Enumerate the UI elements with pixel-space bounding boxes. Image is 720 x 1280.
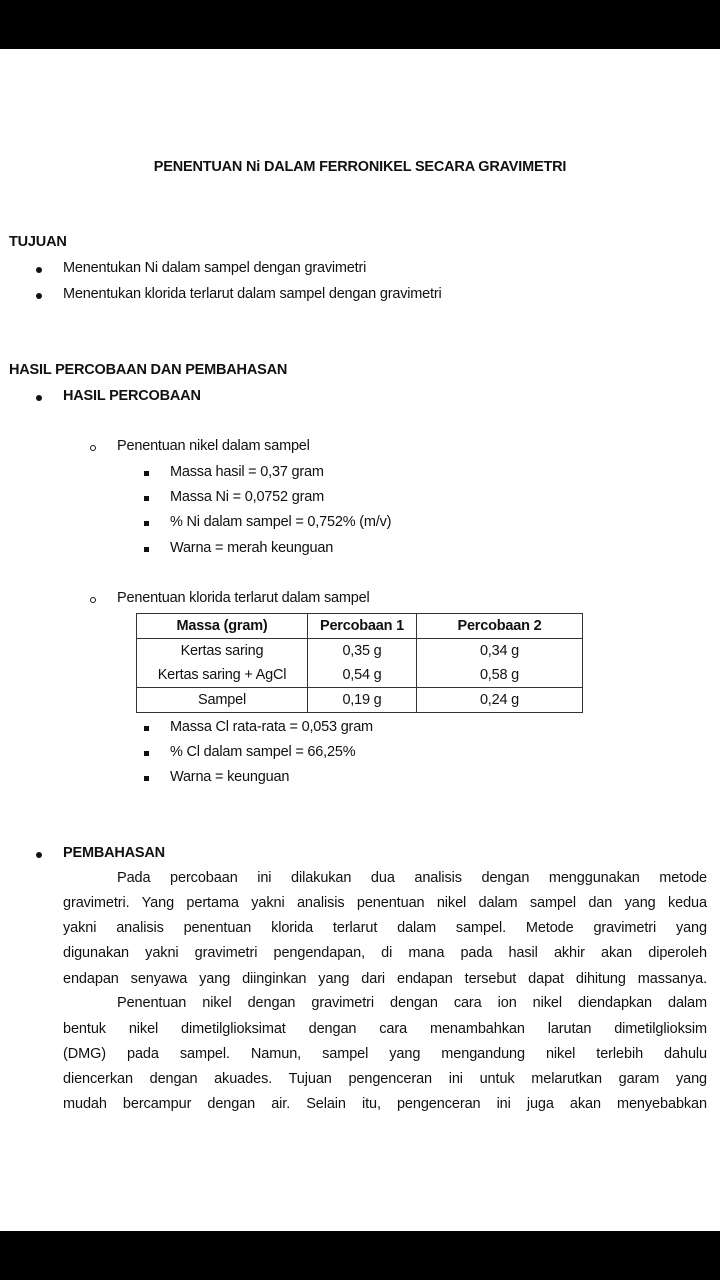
klorida-item: Massa Cl rata-rata = 0,053 gram	[170, 719, 373, 735]
circle-bullet-icon	[90, 445, 96, 451]
bullet-icon	[36, 293, 42, 299]
square-bullet-icon	[144, 547, 149, 552]
paragraph-line: digunakan yakni gravimetri pengendapan, di mana pada hasil akhir akan diperoleh	[63, 945, 707, 961]
table-cell: Kertas saring	[137, 639, 308, 664]
table-cell: 0,35 g	[308, 639, 417, 664]
circle-bullet-icon	[90, 597, 96, 603]
table-row	[137, 663, 583, 688]
nikel-item: Warna = merah keunguan	[170, 540, 334, 556]
hasil-pembahasan-heading: HASIL PERCOBAAN DAN PEMBAHASAN	[9, 362, 288, 378]
table-row	[137, 688, 583, 713]
document-page	[0, 49, 720, 1231]
tujuan-heading: TUJUAN	[9, 234, 67, 250]
table-cell: Kertas saring + AgCl	[137, 663, 308, 688]
table-cell: Sampel	[137, 688, 308, 713]
paragraph-line: gravimetri. Yang pertama yakni analisis penentuan nikel dalam sampel dan yang kedua	[63, 895, 707, 911]
pembahasan-heading: PEMBAHASAN	[63, 845, 165, 861]
bullet-icon	[36, 267, 42, 273]
table-header-row	[137, 614, 583, 639]
table-row	[137, 639, 583, 664]
table-cell: 0,24 g	[417, 688, 583, 713]
table-cell: 0,19 g	[308, 688, 417, 713]
nikel-heading: Penentuan nikel dalam sampel	[117, 438, 310, 454]
tujuan-item: Menentukan Ni dalam sampel dengan gravimetri	[63, 260, 367, 276]
table-header-cell: Percobaan 1	[308, 614, 417, 639]
paragraph-line: diencerkan dengan akuades. Tujuan pengenceran ini untuk melarutkan garam yang	[63, 1071, 707, 1087]
nikel-item: Massa hasil = 0,37 gram	[170, 464, 324, 480]
klorida-heading: Penentuan klorida terlarut dalam sampel	[117, 590, 370, 606]
table-cell: 0,54 g	[308, 663, 417, 688]
klorida-item: % Cl dalam sampel = 66,25%	[170, 744, 356, 760]
nikel-item: % Ni dalam sampel = 0,752% (m/v)	[170, 514, 392, 530]
table-header-cell: Massa (gram)	[137, 614, 308, 639]
klorida-item: Warna = keunguan	[170, 769, 290, 785]
paragraph-line: mudah bercampur dengan air. Selain itu, pengenceran ini juga akan menyebabkan	[63, 1096, 707, 1112]
document-title: PENENTUAN Ni DALAM FERRONIKEL SECARA GRAVIMETRI	[153, 159, 567, 175]
square-bullet-icon	[144, 726, 149, 731]
paragraph-line: endapan senyawa yang diinginkan yang dari endapan tersebut dapat dihitung massanya.	[63, 971, 707, 987]
table-cell: 0,58 g	[417, 663, 583, 688]
bullet-icon	[36, 852, 42, 858]
square-bullet-icon	[144, 521, 149, 526]
square-bullet-icon	[144, 776, 149, 781]
paragraph-line: (DMG) pada sampel. Namun, sampel yang mengandung nikel terlebih dahulu	[63, 1046, 707, 1062]
bullet-icon	[36, 395, 42, 401]
table-header-cell: Percobaan 2	[417, 614, 583, 639]
square-bullet-icon	[144, 496, 149, 501]
tujuan-item: Menentukan klorida terlarut dalam sampel dengan gravimetri	[63, 286, 442, 302]
paragraph-line: Penentuan nikel dengan gravimetri dengan cara ion nikel diendapkan dalam	[117, 995, 707, 1011]
square-bullet-icon	[144, 751, 149, 756]
klorida-table	[136, 613, 583, 713]
square-bullet-icon	[144, 471, 149, 476]
paragraph-line: Pada percobaan ini dilakukan dua analisis dengan menggunakan metode	[117, 870, 707, 886]
paragraph-line: bentuk nikel dimetilglioksimat dengan cara menambahkan larutan dimetilglioksim	[63, 1021, 707, 1037]
paragraph-line: yakni analisis penentuan klorida terlarut dalam sampel. Metode gravimetri yang	[63, 920, 707, 936]
nikel-item: Massa Ni = 0,0752 gram	[170, 489, 324, 505]
table-cell: 0,34 g	[417, 639, 583, 664]
hasil-percobaan-heading: HASIL PERCOBAAN	[63, 388, 201, 404]
